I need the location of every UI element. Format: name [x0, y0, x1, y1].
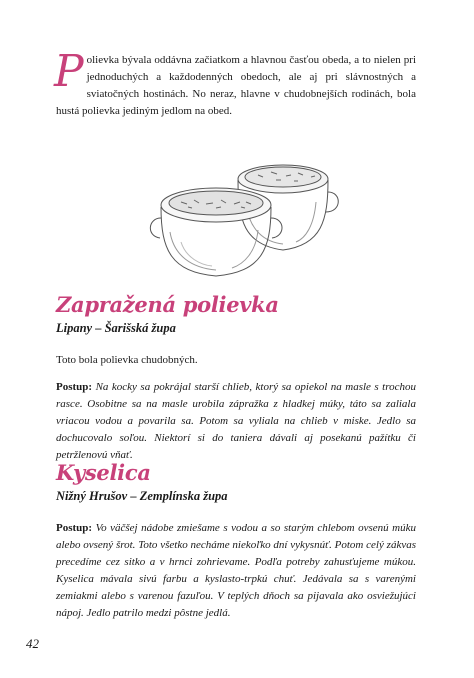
- recipe-origin: Nižný Hrušov – Zemplínska župa: [56, 489, 228, 503]
- soup-pots-illustration: [146, 150, 346, 285]
- recipe-origin: Lipany – Šarišská župa: [56, 321, 176, 335]
- recipe-method: [56, 379, 416, 464]
- method-text: Vo väčšej nádobe zmiešame s vodou a so starým chlebom ovsenú múku alebo ovsený šrot. Toto všetko necháme niekoľko dní vykysnúť. Potom celý zákvas precedíme cez sitko a v hrnci zohrievame. Podľa potreby zahusťujeme múkou. Kyselica mávala sivú farbu a kyslasto-trpkú chuť. Jedávala sa s varenými zemiakmi alebo s varenou fazuľou. V teplých dňoch sa pijavala ako osviežujúci nápoj. Jedlo patrilo medzi pôstne jedlá.: [56, 522, 416, 619]
- drop-cap: P: [54, 46, 84, 97]
- recipe-method: [56, 520, 416, 622]
- recipe-title: Zapražená polievka: [56, 292, 279, 317]
- recipe-zaprazena-polievka: [56, 292, 416, 464]
- method-text: Na kocky sa pokrájal starší chlieb, ktorý sa opiekol na masle s trochou rasce. Osobitne sa na masle urobila zápražka z hladkej múky, táto sa zaliala vriacou vodou a povarila sa. Potom sa vyliala na chlieb v miske. Jedlo sa dochucovalo soľou. Niektorí si do taniera dávali aj posekanú pažítku či petržlenovú vňať.: [56, 381, 416, 461]
- intro-text: olievka bývala oddávna začiatkom a hlavnou časťou obeda, a to nielen pri jednoduchých a každodenných obedoch, ale aj pri slávnostných a sviatočných hostinách. No neraz, hlavne v chudobnejších rodinách, bola hustá polievka jediným jedlom na obed.: [56, 54, 416, 117]
- method-label: Postup:: [56, 522, 93, 534]
- soup-pots-icon: [146, 150, 346, 285]
- intro-text-block: [54, 46, 416, 120]
- recipe-title: Kyselica: [56, 460, 151, 485]
- method-label: Postup:: [56, 381, 93, 393]
- page-number: 42: [26, 636, 39, 651]
- recipe-description: Toto bola polievka chudobných.: [56, 354, 198, 366]
- intro-paragraph: [54, 46, 416, 120]
- recipe-kyselica: [56, 460, 416, 622]
